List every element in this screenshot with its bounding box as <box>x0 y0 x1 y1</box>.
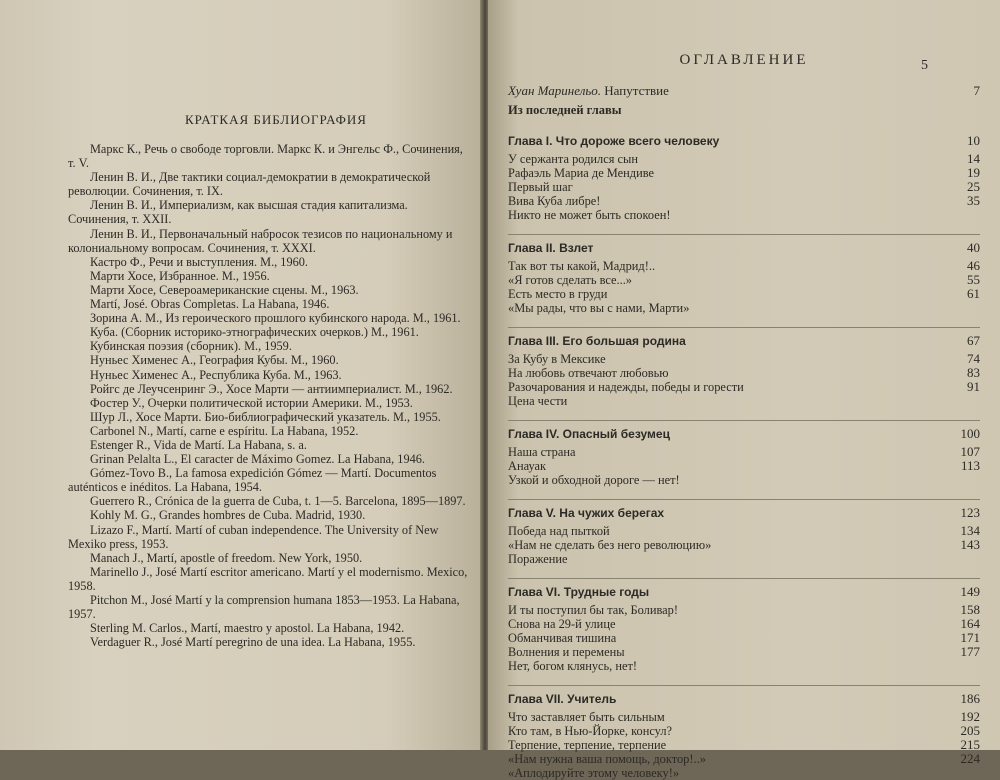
chapter-heading-title: Глава II. Взлет <box>508 241 594 255</box>
toc-entry-page: 158 <box>960 602 980 617</box>
chapter-heading <box>508 692 980 706</box>
toc-entry-page <box>918 552 980 566</box>
bibliography-entry: Guerrero R., Crónica de la guerra de Cuba, t. 1—5. Barcelona, 1895—1897. <box>90 494 466 509</box>
foreword-author: Хуан Маринельо. <box>508 83 602 98</box>
chapter-heading <box>508 241 980 255</box>
toc-entry-title: Снова на 29-й улице <box>508 617 616 631</box>
foreword-title: Напутствие <box>604 83 669 98</box>
toc-entry-page: 35 <box>967 193 980 208</box>
chapter-heading-title: Глава I. Что дороже всего человеку <box>508 134 720 148</box>
bibliography-title: КРАТКАЯ БИБЛИОГРАФИЯ <box>185 112 367 127</box>
toc-entry-page: 91 <box>967 379 980 394</box>
chapter-heading-page: 10 <box>967 133 980 148</box>
toc-title-text: ОГЛАВЛЕНИЕ <box>679 52 809 68</box>
left-page <box>0 0 482 750</box>
toc-entry-page: 61 <box>967 286 980 301</box>
toc-entry-title: Так вот ты какой, Мадрид!.. <box>508 259 656 273</box>
chapter-heading <box>508 585 980 599</box>
toc-entry-title: Анауак <box>508 459 547 473</box>
foreword-page: 7 <box>973 83 980 98</box>
bibliography-entry: Кастро Ф., Речи и выступления. М., 1960. <box>90 254 308 269</box>
toc-chapter <box>508 234 980 315</box>
toc-entry-title: Терпение, терпение, терпение <box>508 738 667 752</box>
toc-entry-page <box>918 659 980 673</box>
toc-entry-page: 171 <box>960 630 980 645</box>
bibliography-entry: Маркс К., Речь о свободе торговли. Маркс К. и Энгельс Ф., Сочинения, т. V. <box>68 142 463 171</box>
toc-entry <box>508 208 980 222</box>
toc-entry-title: Никто не может быть спокоен! <box>508 208 671 222</box>
toc-entry-page <box>918 473 980 487</box>
toc-entry-title: Поражение <box>508 552 568 566</box>
toc-chapters <box>508 128 980 780</box>
chapter-heading-title: Глава III. Его большая родина <box>508 334 686 348</box>
toc-entry <box>508 352 980 366</box>
toc-entry-title: Рафаэль Мариа де Мендиве <box>508 166 654 180</box>
toc-entry <box>508 603 980 617</box>
toc-entry-title: Узкой и обходной дороге — нет! <box>508 473 680 487</box>
bibliography-entry: Ленин В. И., Первоначальный набросок тезисов по национальному и колониальному вопросам. Сочинения, т. XXXI. <box>68 226 453 255</box>
toc-chapter <box>508 327 980 408</box>
toc-entry-page: 113 <box>960 458 980 473</box>
toc-chapter <box>508 499 980 566</box>
toc-entry-title: Кто там, в Нью-Йорке, консул? <box>508 724 672 738</box>
chapter-heading-title: Глава VI. Трудные годы <box>508 585 650 599</box>
toc-entry-title: «Я готов сделать все...» <box>508 273 633 287</box>
toc-entry <box>508 166 980 180</box>
toc-entry-title: Наша страна <box>508 445 576 459</box>
bibliography-entry: Зорина А. М., Из героического прошлого кубинского народа. М., 1961. <box>90 311 461 326</box>
toc-entry-title: Первый шаг <box>508 180 573 194</box>
toc-entry-page <box>918 208 980 222</box>
toc-entry <box>508 194 980 208</box>
bibliography-entry: Sterling M. Carlos., Martí, maestro y apostol. La Habana, 1942. <box>90 621 405 636</box>
bibliography-entry: Martí, José. Obras Completas. La Habana, 1946. <box>90 297 330 312</box>
prologue-entry: Из последней главы <box>508 103 622 117</box>
chapter-heading-title: Глава IV. Опасный безумец <box>508 427 670 441</box>
bibliography-entry: Manach J., Martí, apostle of freedom. New York, 1950. <box>90 550 363 565</box>
toc-entry-page: 164 <box>960 616 980 631</box>
toc-entry-page: 25 <box>967 179 980 194</box>
toc-entry <box>508 552 980 566</box>
bibliography-entry: Verdaguer R., José Martí peregrino de una idea. La Habana, 1955. <box>90 635 416 650</box>
chapter-heading <box>508 334 980 348</box>
bibliography-entry: Ленин В. И., Империализм, как высшая стадия капитализма. Сочинения, т. XXII. <box>68 198 408 227</box>
toc-entry <box>508 538 980 552</box>
toc-chapter <box>508 578 980 673</box>
toc-entry <box>508 394 980 408</box>
bibliography-entry: Марти Хосе, Североамериканские сцены. М., 1963. <box>90 282 359 297</box>
bibliography-entry: Фостер У., Очерки политической истории Америки. М., 1953. <box>90 395 413 410</box>
bibliography-entry: Kohly M. G., Grandes hombres de Cuba. Madrid, 1930. <box>90 508 366 523</box>
right-page <box>488 0 1000 780</box>
toc-entry-title: И ты поступил бы так, Боливар! <box>508 603 678 617</box>
toc-entry-title: Разочарования и надежды, победы и горести <box>508 380 744 394</box>
toc-entry-title: Победа над пыткой <box>508 524 610 538</box>
chapter-heading-title: Глава V. На чужих берегах <box>508 506 665 520</box>
bibliography-entry: Марти Хосе, Избранное. М., 1956. <box>90 268 270 283</box>
bibliography-entry: Нуньес Хименес А., Республика Куба. М., 1963. <box>90 367 342 382</box>
toc-title-page: 5 <box>921 58 928 73</box>
bibliography-entry: Lizazo F., Martí. Martí of cuban independence. The University of New Mexiko press, 1953. <box>68 522 439 551</box>
toc-entry-page <box>918 766 980 780</box>
bibliography-entry: Grinan Pelalta L., El caracter de Máximo Gomez. La Habana, 1946. <box>90 452 425 467</box>
toc-entry <box>508 659 980 673</box>
toc-entry <box>508 617 980 631</box>
chapter-heading <box>508 506 980 520</box>
toc-entry-title: У сержанта родился сын <box>508 152 638 166</box>
bibliography-entry: Marinello J., José Martí escritor americano. Martí y el modernismo. Mexico, 1958. <box>68 564 468 593</box>
toc-entry <box>508 152 980 166</box>
toc-entry <box>508 366 980 380</box>
bibliography-entry: Шур Л., Хосе Марти. Био-библиографический указатель. М., 1955. <box>90 409 441 424</box>
toc-entry-page: 19 <box>967 165 980 180</box>
chapter-heading-page: 123 <box>960 505 980 520</box>
toc-entry <box>508 766 980 780</box>
toc-entry <box>508 380 980 394</box>
toc-title <box>508 52 980 73</box>
toc-entry-page: 46 <box>967 258 980 273</box>
toc-entry-page: 192 <box>960 709 980 724</box>
toc-entry-page: 14 <box>967 151 980 166</box>
bibliography-entry: Ройгс де Леучсенринг Э., Хосе Марти — антиимпериалист. М., 1962. <box>90 381 453 396</box>
chapter-heading <box>508 134 980 148</box>
toc-entry-page: 55 <box>967 272 980 287</box>
toc-entry-page: 107 <box>960 444 980 459</box>
toc-entry-title: Волнения и перемены <box>508 645 625 659</box>
toc-entry-title: Что заставляет быть сильным <box>508 710 665 724</box>
toc-entry <box>508 459 980 473</box>
toc-entry-page <box>918 301 980 315</box>
toc-entry <box>508 473 980 487</box>
toc-entry-title: Есть место в груди <box>508 287 608 301</box>
chapter-heading-page: 186 <box>960 691 980 706</box>
toc-entry-title: Нет, богом клянусь, нет! <box>508 659 638 673</box>
toc-entry-title: Цена чести <box>508 394 568 408</box>
toc-entry <box>508 445 980 459</box>
bibliography-entry: Estenger R., Vida de Martí. La Habana, s. a. <box>90 437 307 452</box>
foreword-row <box>508 83 980 98</box>
toc-entry-page: 215 <box>960 737 980 752</box>
toc-entry-title: Вива Куба либре! <box>508 194 601 208</box>
toc-entry <box>508 738 980 752</box>
bibliography-entry: Gómez-Tovo B., La famosa expedición Gómez — Martí. Documentos auténticos e inéditos. La Habana, 1954. <box>68 466 437 495</box>
toc-entry-title: «Нам не сделать без него революцию» <box>508 538 712 552</box>
toc-entry-title: Обманчивая тишина <box>508 631 617 645</box>
toc-entry-title: На любовь отвечают любовью <box>508 366 669 380</box>
toc-entry <box>508 724 980 738</box>
toc-entry-page: 74 <box>967 351 980 366</box>
toc-entry <box>508 180 980 194</box>
toc-entry-title: «Нам нужна ваша помощь, доктор!..» <box>508 752 706 766</box>
bibliography-list <box>68 142 470 649</box>
chapter-heading-page: 100 <box>960 426 980 441</box>
toc-entry-page <box>918 394 980 408</box>
toc-entry-page: 83 <box>967 365 980 380</box>
bibliography-entry: Нуньес Хименес А., География Кубы. М., 1960. <box>90 353 339 368</box>
toc-entry-title: «Мы рады, что вы с нами, Марти» <box>508 301 690 315</box>
toc-entry <box>508 259 980 273</box>
bibliography-entry: Куба. (Сборник историко-этнографических очерков.) М., 1961. <box>90 325 419 340</box>
chapter-heading-title: Глава VII. Учитель <box>508 692 617 706</box>
toc-entry-page: 177 <box>960 644 980 659</box>
bibliography-entry: Carbonel N., Martí, carne e espíritu. La Habana, 1952. <box>90 423 359 438</box>
toc-entry <box>508 752 980 766</box>
bibliography-entry: Кубинская поэзия (сборник). М., 1959. <box>90 339 292 354</box>
chapter-heading-page: 149 <box>960 584 980 599</box>
toc-entry <box>508 273 980 287</box>
toc-entry <box>508 645 980 659</box>
bibliography-entry: Pitchon M., José Martí y la comprension humana 1853—1953. La Habana, 1957. <box>68 593 460 622</box>
toc-entry-page: 134 <box>960 523 980 538</box>
chapter-heading-page: 40 <box>967 240 980 255</box>
toc-chapter <box>508 128 980 222</box>
toc-entry-page: 224 <box>960 751 980 766</box>
toc-entry <box>508 631 980 645</box>
toc-chapter <box>508 420 980 487</box>
toc-entry-page: 205 <box>960 723 980 738</box>
toc-entry-title: «Аплодируйте этому человеку!» <box>508 766 680 780</box>
toc-entry <box>508 524 980 538</box>
chapter-heading <box>508 427 980 441</box>
toc-entry-page: 143 <box>960 537 980 552</box>
toc-entry-title: За Кубу в Мексике <box>508 352 606 366</box>
toc-entry <box>508 287 980 301</box>
toc-chapter <box>508 685 980 780</box>
bibliography-entry: Ленин В. И., Две тактики социал-демократии в демократической революции. Сочинения, т. IX. <box>68 170 431 199</box>
toc-entry <box>508 301 980 315</box>
toc-entry <box>508 710 980 724</box>
chapter-heading-page: 67 <box>967 333 980 348</box>
